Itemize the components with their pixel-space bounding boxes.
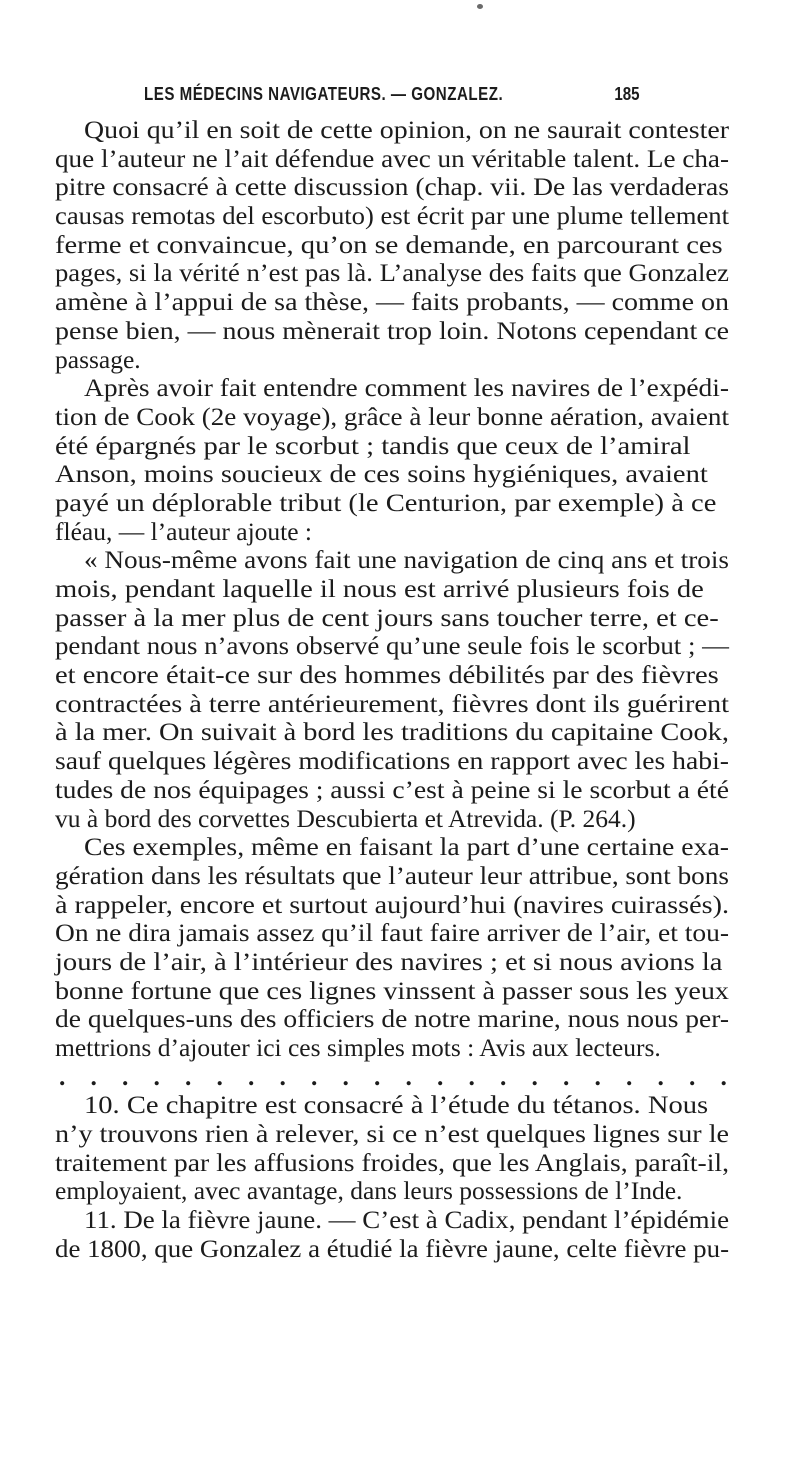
- line-text: tion de Cook (2e voyage), grâce à leur bonne aération, avaient: [55, 401, 729, 431]
- text-line: [55, 518, 729, 547]
- text-line: [55, 231, 729, 260]
- line-text: gération dans les résultats que l’auteur leur attribue, sont bons: [55, 860, 729, 890]
- text-line: [55, 919, 729, 948]
- running-header: [144, 84, 640, 114]
- line-text: pitre consacré à cette discussion (chap. vii. De las verdaderas: [55, 172, 729, 202]
- line-text: 10. Ce chapitre est consacré à l’étude du tétanos. Nous: [84, 1090, 709, 1120]
- page-number: 185: [614, 84, 640, 104]
- line-text: Après avoir fait entendre comment les navires de l’expédi-: [84, 373, 730, 403]
- line-text: amène à l’appui de sa thèse, — faits probants, — comme on: [55, 287, 729, 317]
- text-line: [55, 288, 729, 317]
- text-line: [55, 1235, 729, 1264]
- line-text: pages, si la vérité n’est pas là. L’analyse des faits que Gonzalez: [55, 258, 729, 288]
- line-text: mois, pendant laquelle il nous est arrivé plusieurs fois de: [55, 574, 704, 603]
- text-line: [55, 202, 729, 231]
- line-text: fléau, — l’auteur ajoute :: [55, 516, 313, 546]
- text-line: [55, 833, 729, 862]
- line-text: de 1800, que Gonzalez a étudié la fièvre jaune, celte fièvre pu-: [55, 1233, 730, 1263]
- text-line: [55, 317, 729, 346]
- line-text: bonne fortune que ces lignes vinssent à passer sous les yeux: [55, 975, 729, 1005]
- text-line: [55, 546, 729, 575]
- text-line: [55, 747, 729, 776]
- running-title: LES MÉDECINS NAVIGATEURS. — GONZALEZ.: [144, 84, 504, 104]
- text-line: [55, 632, 729, 661]
- line-text: de quelques-uns des officiers de notre marine, nous nous per-: [55, 1004, 730, 1034]
- line-text: contractées à terre antérieurement, fièvres dont ils guérirent: [55, 688, 729, 718]
- text-line: [55, 575, 729, 604]
- line-text: causas remotas del escorbuto) est écrit par une plume tellement: [55, 201, 730, 231]
- text-line: [55, 977, 729, 1006]
- text-line: [55, 1206, 729, 1235]
- line-text: à la mer. On suivait à bord les traditions du capitaine Cook,: [55, 717, 729, 747]
- line-text: « Nous-même avons fait une navigation de cinq ans et trois: [84, 545, 729, 575]
- text-line: [55, 776, 729, 805]
- line-text: n’y trouvons rien à relever, si ce n’est quelques lignes sur le: [55, 1119, 730, 1149]
- line-text: et encore était-ce sur des hommes débilités par des fièvres: [55, 660, 719, 690]
- line-text: payé un déplorable tribut (le Centurion, par exemple) à ce: [55, 487, 717, 517]
- text-line: [55, 374, 729, 403]
- text-line: [55, 690, 729, 719]
- text-line: [55, 403, 729, 432]
- text-line: [55, 661, 729, 690]
- line-text: été épargnés par le scorbut ; tandis que ceux de l’amiral: [55, 430, 691, 460]
- text-line: [55, 1149, 729, 1178]
- text-line: [55, 116, 729, 145]
- line-text: pense bien, — nous mènerait trop loin. Notons cependant ce: [55, 315, 730, 345]
- text-line: [55, 259, 729, 288]
- line-text: à rappeler, encore et surtout aujourd’hui (navires cuirassés).: [55, 889, 730, 919]
- line-text: sauf quelques légères modifications en rapport avec les habi-: [55, 746, 729, 776]
- line-text: Quoi qu’il en soit de cette opinion, on ne saurait contester: [84, 115, 729, 144]
- text-line: [55, 1034, 729, 1063]
- line-text: ferme et convaincue, qu’on se demande, en parcourant ces: [55, 229, 723, 259]
- text-line: [55, 891, 729, 920]
- line-text: tudes de nos équipages ; aussi c’est à peine si le scorbut a été: [55, 774, 729, 804]
- line-text: 11. De la fièvre jaune. — C’est à Cadix, pendant l’épidémie: [84, 1205, 730, 1235]
- line-text: que l’auteur ne l’ait défendue avec un véritable talent. Le cha-: [55, 143, 730, 173]
- text-line: [55, 173, 729, 202]
- text-line: [55, 1120, 729, 1149]
- line-text: vu à bord des corvettes Descubierta et Atrevida. (P. 264.): [55, 803, 636, 833]
- text-line: [55, 805, 729, 834]
- line-text: Ces exemples, même en faisant la part d’une certaine exa-: [84, 832, 729, 862]
- line-text: On ne dira jamais assez qu’il faut faire arriver de l’air, et tou-: [55, 918, 729, 948]
- line-text: passer à la mer plus de cent jours sans toucher terre, et ce-: [55, 602, 719, 632]
- line-text: passage.: [55, 344, 141, 374]
- line-text: mettrions d’ajouter ici ces simples mots : Avis aux lecteurs.: [55, 1033, 661, 1062]
- text-line: [55, 432, 729, 461]
- text-line: [55, 862, 729, 891]
- text-line: [55, 718, 729, 747]
- text-line: [55, 948, 729, 977]
- text-line: [55, 1005, 729, 1034]
- ellipsis-line: . . . . . . . . . . . . . . . . . . . . . .: [59, 1061, 727, 1091]
- line-text: employaient, avec avantage, dans leurs possessions de l’Inde.: [55, 1176, 683, 1206]
- text-line: [55, 604, 729, 633]
- text-line: [55, 1177, 729, 1206]
- line-text: traitement par les affusions froides, que les Anglais, paraît-il,: [55, 1147, 729, 1177]
- text-line: [55, 145, 729, 174]
- ink-speck: [477, 4, 483, 9]
- text-line: [55, 489, 729, 518]
- text-line: [55, 346, 729, 375]
- line-text: Anson, moins soucieux de ces soins hygiéniques, avaient: [55, 459, 708, 489]
- line-text: jours de l’air, à l’intérieur des navires ; et si nous avions la: [55, 946, 723, 976]
- line-text: pendant nous n’avons observé qu’une seule fois le scorbut ; —: [55, 631, 730, 661]
- body-text: [55, 116, 729, 1264]
- text-line: [55, 460, 729, 489]
- text-line: [55, 1091, 729, 1120]
